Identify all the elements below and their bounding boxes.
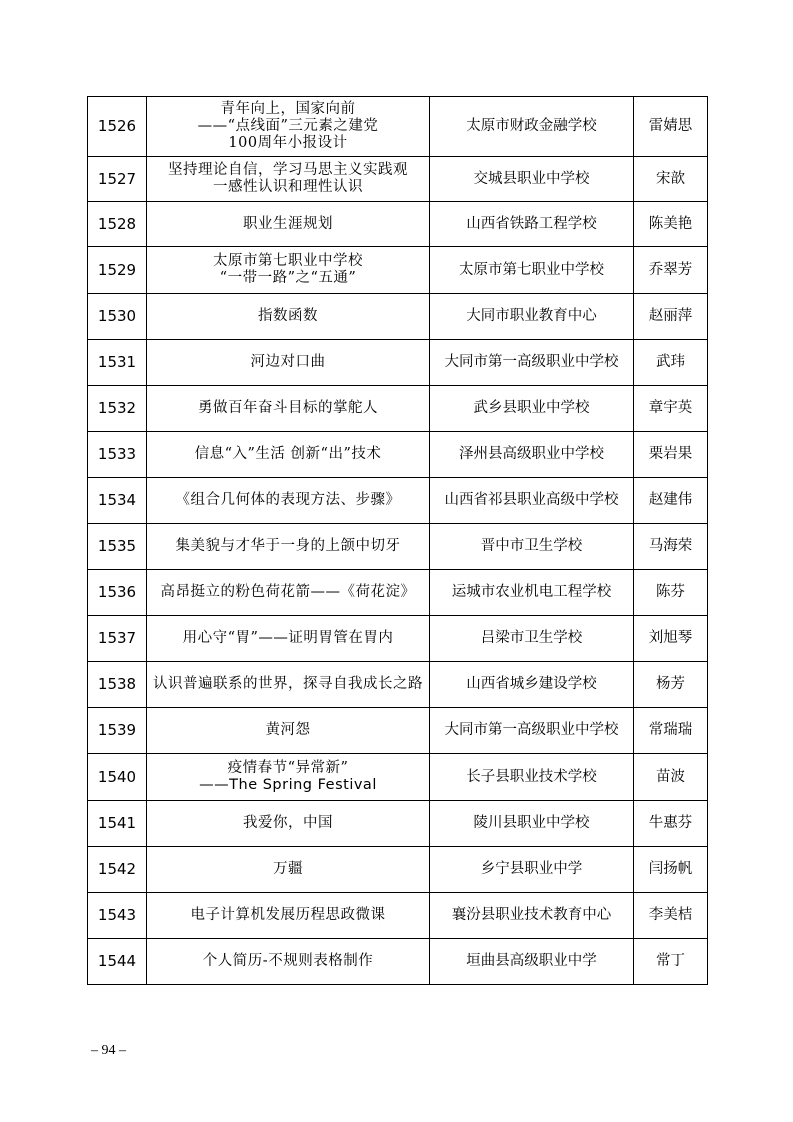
entry-school: 乡宁县职业中学 bbox=[430, 847, 634, 893]
entry-author: 闫扬帆 bbox=[634, 847, 708, 893]
entry-school: 山西省祁县职业高级中学校 bbox=[430, 478, 634, 524]
entry-title-line: 太原市第七职业中学校 bbox=[213, 253, 363, 269]
entry-title-line: “一带一路”之“五通” bbox=[219, 270, 357, 286]
table-row bbox=[88, 524, 708, 570]
entry-author: 栗岩果 bbox=[634, 432, 708, 478]
entry-number: 1528 bbox=[88, 202, 147, 247]
table-row bbox=[88, 157, 708, 202]
entry-title bbox=[147, 157, 430, 202]
entry-title bbox=[147, 801, 430, 847]
entry-title bbox=[147, 570, 430, 616]
entry-title bbox=[147, 662, 430, 708]
entry-title-line: 指数函数 bbox=[258, 308, 318, 324]
entry-number: 1527 bbox=[88, 157, 147, 202]
entry-school: 泽州县高级职业中学校 bbox=[430, 432, 634, 478]
entry-number: 1530 bbox=[88, 294, 147, 340]
entry-author: 牛惠芬 bbox=[634, 801, 708, 847]
entry-title-line: 《组合几何体的表现方法、步骤》 bbox=[175, 492, 401, 508]
entry-title-line: 高昂挺立的粉色荷花箭——《荷花淀》 bbox=[160, 584, 416, 600]
entry-title bbox=[147, 432, 430, 478]
entry-title-line: 用心守“胃”——证明胃管在胃内 bbox=[182, 630, 394, 646]
entry-author: 赵丽萍 bbox=[634, 294, 708, 340]
entry-school: 山西省铁路工程学校 bbox=[430, 202, 634, 247]
entry-author: 马海荣 bbox=[634, 524, 708, 570]
entry-title-line: ——The Spring Festival bbox=[199, 777, 377, 793]
table-row bbox=[88, 801, 708, 847]
entry-title-line: 勇做百年奋斗目标的掌舵人 bbox=[198, 400, 378, 416]
entry-number: 1537 bbox=[88, 616, 147, 662]
entry-title bbox=[147, 939, 430, 985]
entry-number: 1539 bbox=[88, 708, 147, 754]
entry-number: 1536 bbox=[88, 570, 147, 616]
table-row bbox=[88, 847, 708, 893]
entry-number: 1535 bbox=[88, 524, 147, 570]
entry-title-line: 青年向上，国家向前 bbox=[220, 101, 356, 117]
entry-title-line: 一感性认识和理性认识 bbox=[213, 179, 363, 195]
entry-title bbox=[147, 97, 430, 157]
table-row bbox=[88, 340, 708, 386]
entry-school: 交城县职业中学校 bbox=[430, 157, 634, 202]
entry-title bbox=[147, 616, 430, 662]
table-row bbox=[88, 202, 708, 247]
entry-title bbox=[147, 893, 430, 939]
table-row bbox=[88, 478, 708, 524]
entry-number: 1542 bbox=[88, 847, 147, 893]
entry-title-line: 认识普遍联系的世界，探寻自我成长之路 bbox=[153, 676, 423, 692]
entry-title bbox=[147, 247, 430, 294]
table-row bbox=[88, 662, 708, 708]
entry-school: 大同市第一高级职业中学校 bbox=[430, 340, 634, 386]
entry-title-line: 个人简历-不规则表格制作 bbox=[202, 953, 374, 969]
entry-school: 山西省城乡建设学校 bbox=[430, 662, 634, 708]
entry-title-line: 黄河怨 bbox=[265, 722, 311, 738]
entry-number: 1533 bbox=[88, 432, 147, 478]
awards-table-body bbox=[88, 97, 708, 985]
entry-title-line: 100周年小报设计 bbox=[228, 135, 348, 151]
entry-school: 长子县职业技术学校 bbox=[430, 754, 634, 801]
entry-title-line: 电子计算机发展历程思政微课 bbox=[190, 907, 386, 923]
entry-title-line: 疫情春节“异常新” bbox=[227, 760, 349, 776]
entry-author: 雷婧思 bbox=[634, 97, 708, 157]
entry-school: 襄汾县职业技术教育中心 bbox=[430, 893, 634, 939]
entry-school: 太原市财政金融学校 bbox=[430, 97, 634, 157]
entry-title-line: 信息“入”生活 创新“出”技术 bbox=[194, 446, 382, 462]
table-row bbox=[88, 294, 708, 340]
table-row bbox=[88, 386, 708, 432]
entry-title bbox=[147, 478, 430, 524]
entry-title-line: 集美貌与才华于一身的上颌中切牙 bbox=[175, 538, 401, 554]
entry-title-line: 河边对口曲 bbox=[250, 354, 326, 370]
entry-number: 1534 bbox=[88, 478, 147, 524]
entry-school: 大同市第一高级职业中学校 bbox=[430, 708, 634, 754]
entry-school: 武乡县职业中学校 bbox=[430, 386, 634, 432]
entry-number: 1538 bbox=[88, 662, 147, 708]
entry-author: 杨芳 bbox=[634, 662, 708, 708]
table-row bbox=[88, 939, 708, 985]
entry-school: 垣曲县高级职业中学 bbox=[430, 939, 634, 985]
entry-author: 宋歆 bbox=[634, 157, 708, 202]
table-row bbox=[88, 570, 708, 616]
table-row bbox=[88, 616, 708, 662]
entry-author: 李美桔 bbox=[634, 893, 708, 939]
entry-number: 1532 bbox=[88, 386, 147, 432]
entry-author: 陈美艳 bbox=[634, 202, 708, 247]
entry-number: 1543 bbox=[88, 893, 147, 939]
entry-title bbox=[147, 386, 430, 432]
entry-number: 1544 bbox=[88, 939, 147, 985]
entry-number: 1541 bbox=[88, 801, 147, 847]
entry-author: 常瑞瑞 bbox=[634, 708, 708, 754]
table-row bbox=[88, 893, 708, 939]
entry-author: 陈芬 bbox=[634, 570, 708, 616]
entry-school: 大同市职业教育中心 bbox=[430, 294, 634, 340]
entry-author: 刘旭琴 bbox=[634, 616, 708, 662]
entry-school: 陵川县职业中学校 bbox=[430, 801, 634, 847]
entry-author: 章宇英 bbox=[634, 386, 708, 432]
entry-title-line: 坚持理论自信，学习马思主义实践观 bbox=[168, 162, 408, 178]
table-row bbox=[88, 432, 708, 478]
entry-school: 晋中市卫生学校 bbox=[430, 524, 634, 570]
entry-author: 武玮 bbox=[634, 340, 708, 386]
entry-number: 1540 bbox=[88, 754, 147, 801]
table-row bbox=[88, 247, 708, 294]
entry-title bbox=[147, 340, 430, 386]
entry-number: 1531 bbox=[88, 340, 147, 386]
entry-title-line: 职业生涯规划 bbox=[243, 215, 333, 232]
entry-title-line: 万疆 bbox=[273, 861, 303, 877]
entry-author: 乔翠芳 bbox=[634, 247, 708, 294]
entry-author: 赵建伟 bbox=[634, 478, 708, 524]
entry-title bbox=[147, 524, 430, 570]
entry-title bbox=[147, 754, 430, 801]
entry-title bbox=[147, 294, 430, 340]
table-row bbox=[88, 708, 708, 754]
page-number: – 94 – bbox=[91, 1043, 126, 1058]
entry-title-line: 我爱你，中国 bbox=[243, 815, 333, 831]
entry-school: 运城市农业机电工程学校 bbox=[430, 570, 634, 616]
awards-table bbox=[87, 96, 708, 985]
table-row bbox=[88, 97, 708, 157]
entry-title bbox=[147, 847, 430, 893]
entry-author: 苗波 bbox=[634, 754, 708, 801]
entry-title-line: ——“点线面”三元素之建党 bbox=[197, 118, 379, 134]
entry-author: 常丁 bbox=[634, 939, 708, 985]
table-row bbox=[88, 754, 708, 801]
entry-school: 吕梁市卫生学校 bbox=[430, 616, 634, 662]
entry-school: 太原市第七职业中学校 bbox=[430, 247, 634, 294]
entry-title bbox=[147, 708, 430, 754]
entry-number: 1526 bbox=[88, 97, 147, 157]
entry-title bbox=[147, 202, 430, 247]
entry-number: 1529 bbox=[88, 247, 147, 294]
